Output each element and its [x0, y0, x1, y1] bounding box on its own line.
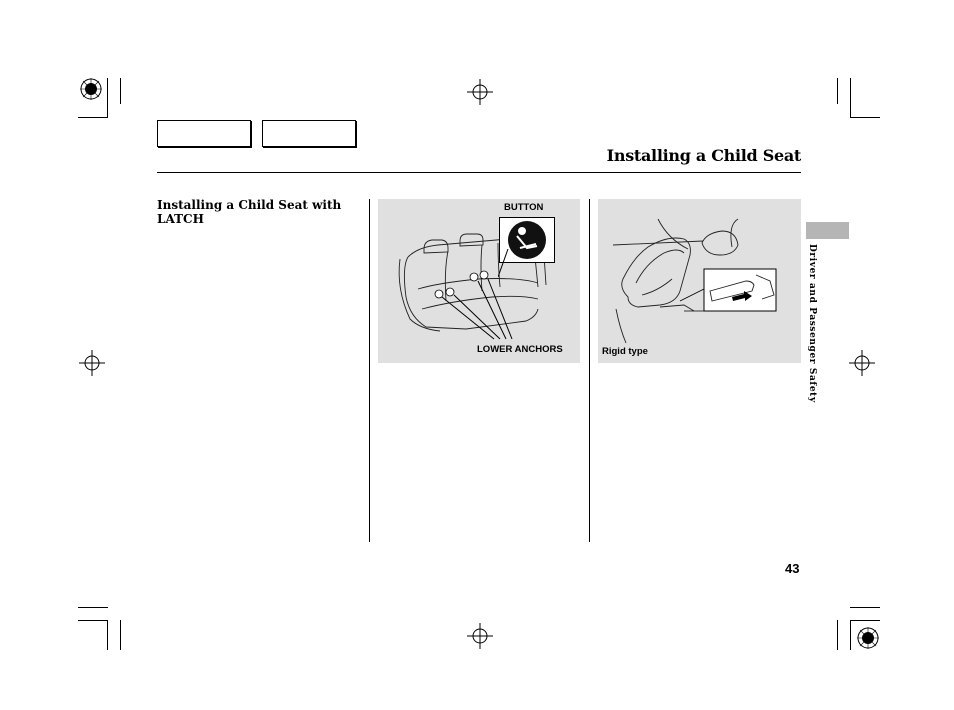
registration-mark-icon — [855, 625, 881, 651]
side-tab-label: Driver and Passenger Safety — [807, 244, 817, 403]
section-side-tab[interactable] — [806, 222, 849, 239]
registration-mark-icon — [78, 76, 104, 102]
figure-rear-seat — [378, 199, 580, 363]
page-title: Installing a Child Seat — [606, 146, 801, 165]
child-seat-illustration — [598, 199, 801, 363]
page-number: 43 — [785, 561, 800, 576]
nav-tab-box[interactable] — [157, 120, 251, 147]
registration-mark-icon — [849, 350, 875, 376]
callout-pointer — [498, 249, 528, 279]
registration-mark-icon — [467, 623, 493, 649]
column-divider — [589, 199, 590, 542]
nav-tab-box[interactable] — [262, 120, 356, 147]
registration-mark-icon — [79, 350, 105, 376]
lower-anchors-label: LOWER ANCHORS — [477, 344, 563, 355]
figure-rigid-child-seat — [598, 199, 801, 363]
button-label: BUTTON — [504, 202, 544, 213]
rigid-type-caption: Rigid type — [602, 346, 648, 357]
registration-mark-icon — [467, 79, 493, 105]
section-heading: Installing a Child Seat with LATCH — [157, 198, 342, 226]
column-divider — [369, 199, 370, 542]
header-rule — [157, 172, 801, 173]
